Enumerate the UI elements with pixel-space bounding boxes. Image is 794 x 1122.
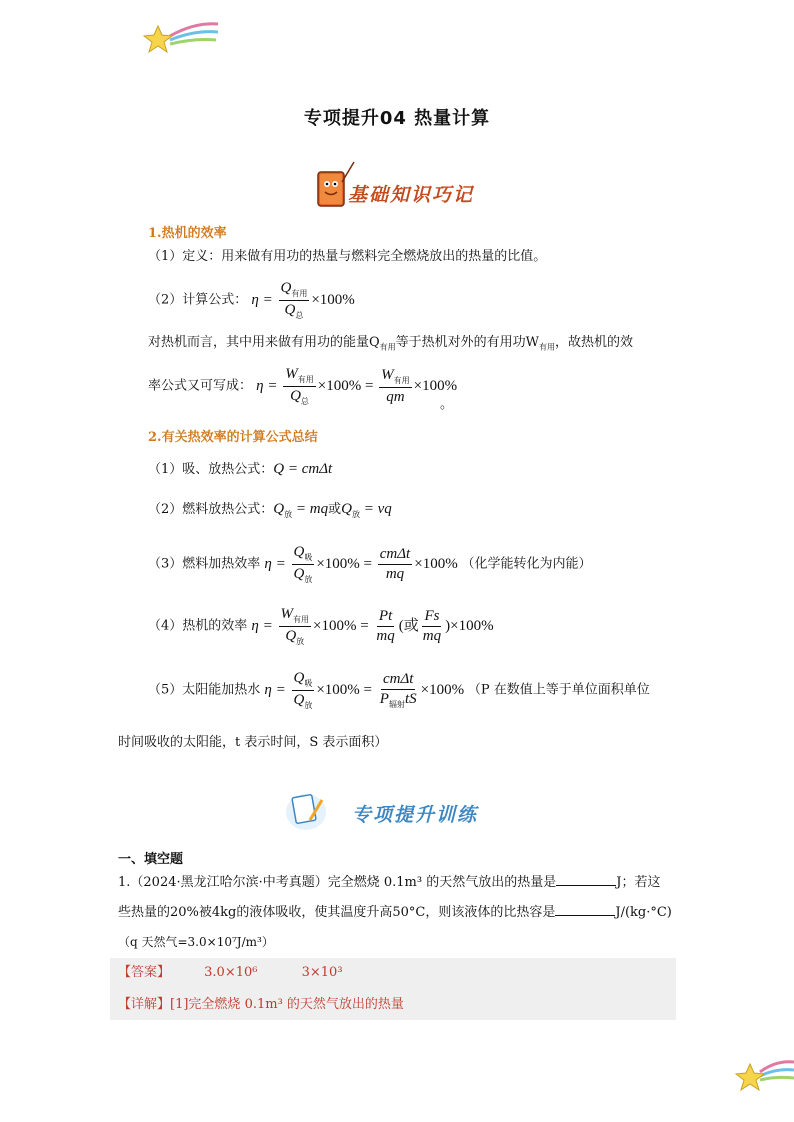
question-line: 1.（2024·黑龙江哈尔滨·中考真题）完全燃烧 0.1m³ 的天然气放出的热量是 J；若这 [118,875,661,890]
section-heading: 2.有关热效率的计算公式总结 [148,430,318,445]
detail-text: [1]完全燃烧 0.1m³ 的天然气放出的热量 [170,997,404,1012]
answer-row [118,966,343,979]
shooting-star-icon [734,1056,794,1096]
answer-value: 3.0×10⁶ [204,965,258,980]
formula-row: （3）燃料加热效率 η = $\frac{Q_吸}{Q_放}$ ×100% = $\frac{\text{cmΔt}}{mq}$ ×100% （化学能转化为内能） [148,544,592,584]
detail-row [118,998,404,1011]
answer-blank[interactable] [556,885,616,886]
shooting-star-icon [140,18,220,58]
notebook-pen-icon [284,786,328,832]
answer-value: 3×10³ [301,965,343,980]
formula-row: （4）热机的效率 η = $\frac{W_{有用}}{Q_放}$ ×100% = $\frac{Pt}{mq}$ (或 $\frac{Fs}{mq}$ )×100% [148,606,494,646]
section-title: 一、填空题 [118,852,184,867]
formula-row: （2）计算公式： η = $\frac{Q_{有用}}{Q_总}$ ×100% [148,280,355,320]
definition-text: （1）定义：用来做有用功的热量与燃料完全燃烧放出的热量的比值。 [148,249,547,264]
answer-label: 【答案】 [118,965,171,980]
page-title: 专项提升04 热量计算 [303,108,491,129]
detail-label: 【详解】 [118,997,171,1012]
banner-training: 专项提升训练 [352,804,479,826]
banner-basic-knowledge: 基础知识巧记 [348,184,475,206]
formula-label: （2）计算公式： [148,292,248,308]
formula-row: （2）燃料放热公式：$Q_放$ = mq或$Q_放$ = vq [148,501,392,519]
question-line: 些热量的20%被4kg的液体吸收，使其温度升高50°C，则该液体的比热容是 J/(kg·°C) [118,905,672,920]
formula-row: （1）吸、放热公式：Q = cmΔt [148,461,333,477]
section-heading: 1.热机的效率 [148,226,227,241]
formula-row: （5）太阳能加热水 η = $\frac{Q_吸}{Q_放}$ ×100% = $\frac{\text{cmΔt}}{P_{辐射}tS}$ ×100% （P 在数值上等于单位面积单位 [148,670,650,710]
question-given: （q 天然气=3.0×10⁷J/m³） [118,935,274,949]
paragraph-text: 对热机而言，其中用来做有用功的能量$Q_{有用}$等于热机对外的有用功$W_{有用}$，故热机的效 [148,335,634,352]
period-mark: 。 [440,397,454,412]
formula-note: 时间吸收的太阳能，t 表示时间，S 表示面积） [118,735,388,750]
formula-row: 率公式又可写成： η = $\frac{W_{有用}}{Q_总}$ ×100% = $\frac{W_{有用}}{qm}$ ×100% [148,366,458,406]
answer-blank[interactable] [555,915,615,916]
